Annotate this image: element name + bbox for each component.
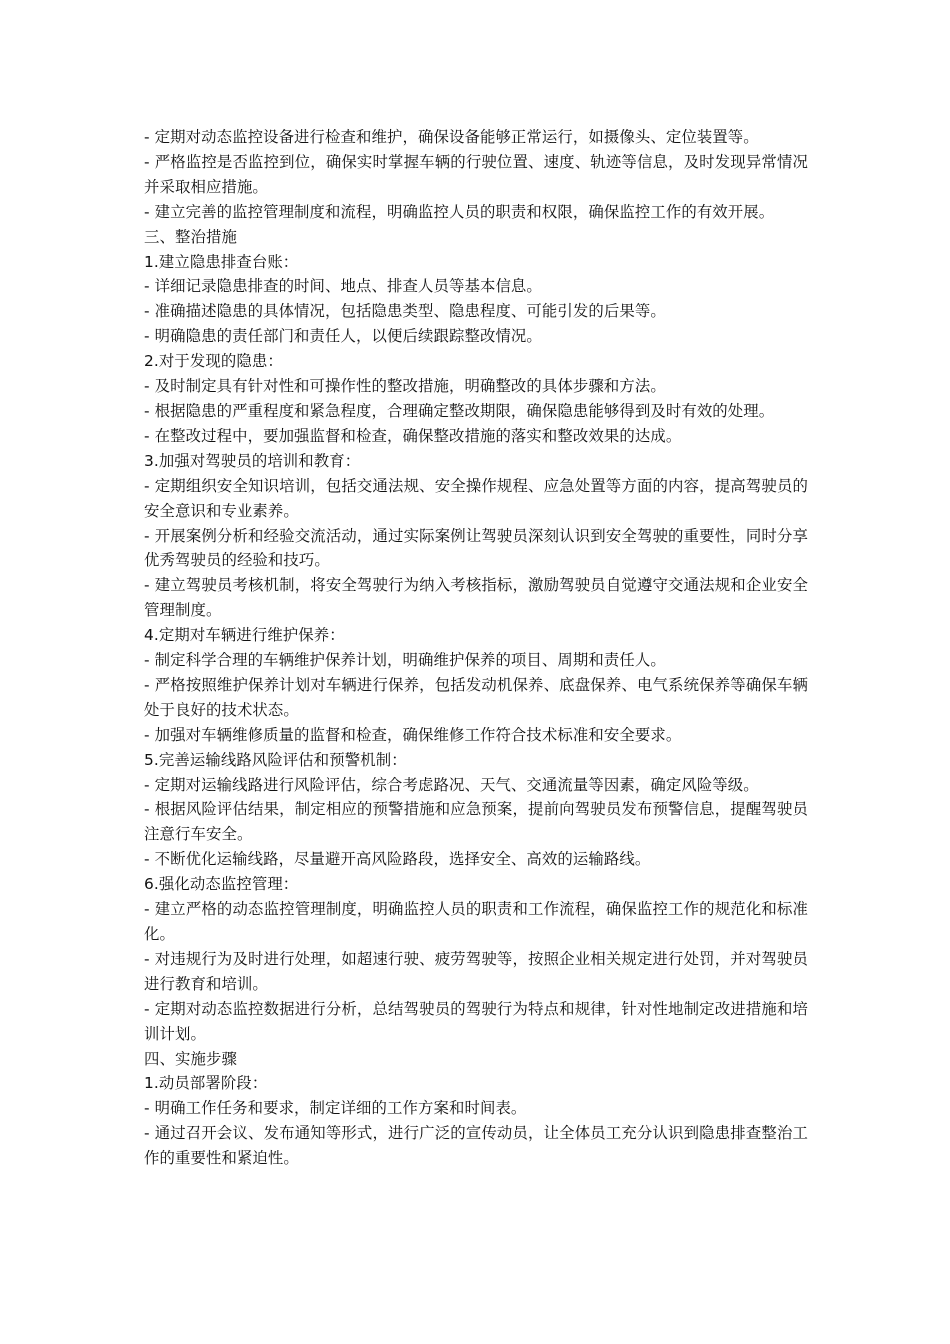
- bullet-line: - 严格按照维护保养计划对车辆进行保养，包括发动机保养、底盘保养、电气系统保养等确保车辆处于良好的技术状态。: [144, 675, 808, 719]
- document-body: [144, 125, 808, 1171]
- subsection-heading: 4.定期对车辆进行维护保养：: [144, 626, 345, 645]
- bullet-line: - 定期对动态监控数据进行分析，总结驾驶员的驾驶行为特点和规律，针对性地制定改进措施和培训计划。: [144, 999, 808, 1043]
- subsection-heading: 1.建立隐患排查台账：: [144, 252, 299, 271]
- bullet-line: - 严格监控是否监控到位，确保实时掌握车辆的行驶位置、速度、轨迹等信息，及时发现异常情况并采取相应措施。: [144, 152, 808, 196]
- bullet-line: - 根据风险评估结果，制定相应的预警措施和应急预案，提前向驾驶员发布预警信息，提醒驾驶员注意行车安全。: [144, 800, 808, 844]
- bullet-line: - 定期对运输线路进行风险评估，综合考虑路况、天气、交通流量等因素，确定风险等级。: [144, 775, 759, 794]
- bullet-line: - 准确描述隐患的具体情况，包括隐患类型、隐患程度、可能引发的后果等。: [144, 302, 666, 321]
- bullet-line: - 建立严格的动态监控管理制度，明确监控人员的职责和工作流程，确保监控工作的规范化和标准化。: [144, 900, 808, 943]
- bullet-line: - 制定科学合理的车辆维护保养计划，明确维护保养的项目、周期和责任人。: [144, 651, 666, 670]
- section-heading: 四、实施步骤: [144, 1049, 237, 1068]
- bullet-line: - 明确隐患的责任部门和责任人，以便后续跟踪整改情况。: [144, 327, 542, 346]
- subsection-heading: 1.动员部署阶段：: [144, 1074, 268, 1093]
- bullet-line: - 开展案例分析和经验交流活动，通过实际案例让驾驶员深刻认识到安全驾驶的重要性，同时分享优秀驾驶员的经验和技巧。: [144, 526, 808, 570]
- bullet-line: - 对违规行为及时进行处理，如超速行驶、疲劳驾驶等，按照企业相关规定进行处罚，并对驾驶员进行教育和培训。: [144, 949, 808, 993]
- bullet-line: - 不断优化运输线路，尽量避开高风险路段，选择安全、高效的运输路线。: [144, 850, 651, 869]
- bullet-line: - 建立完善的监控管理制度和流程，明确监控人员的职责和权限，确保监控工作的有效开展。: [144, 202, 775, 221]
- bullet-line: - 在整改过程中，要加强监督和检查，确保整改措施的落实和整改效果的达成。: [144, 426, 682, 445]
- bullet-line: - 定期组织安全知识培训，包括交通法规、安全操作规程、应急处置等方面的内容，提高驾驶员的安全意识和专业素养。: [144, 476, 808, 520]
- subsection-heading: 2.对于发现的隐患：: [144, 352, 283, 371]
- bullet-line: - 定期对动态监控设备进行检查和维护，确保设备能够正常运行，如摄像头、定位装置等。: [144, 128, 759, 146]
- bullet-line: - 建立驾驶员考核机制，将安全驾驶行为纳入考核指标，激励驾驶员自觉遵守交通法规和企业安全管理制度。: [144, 576, 808, 620]
- bullet-line: - 详细记录隐患排查的时间、地点、排查人员等基本信息。: [144, 277, 542, 296]
- bullet-line: - 通过召开会议、发布通知等形式，进行广泛的宣传动员，让全体员工充分认识到隐患排查整治工作的重要性和紧迫性。: [144, 1124, 808, 1168]
- subsection-heading: 6.强化动态监控管理：: [144, 875, 299, 894]
- subsection-heading: 5.完善运输线路风险评估和预警机制：: [144, 750, 407, 769]
- bullet-line: - 根据隐患的严重程度和紧急程度，合理确定整改期限，确保隐患能够得到及时有效的处理。: [144, 401, 775, 420]
- bullet-line: - 加强对车辆维修质量的监督和检查，确保维修工作符合技术标准和安全要求。: [144, 725, 682, 744]
- bullet-line: - 及时制定具有针对性和可操作性的整改措施，明确整改的具体步骤和方法。: [144, 377, 666, 396]
- section-heading: 三、整治措施: [144, 227, 237, 246]
- bullet-line: - 明确工作任务和要求，制定详细的工作方案和时间表。: [144, 1099, 527, 1118]
- subsection-heading: 3.加强对驾驶员的培训和教育：: [144, 451, 361, 470]
